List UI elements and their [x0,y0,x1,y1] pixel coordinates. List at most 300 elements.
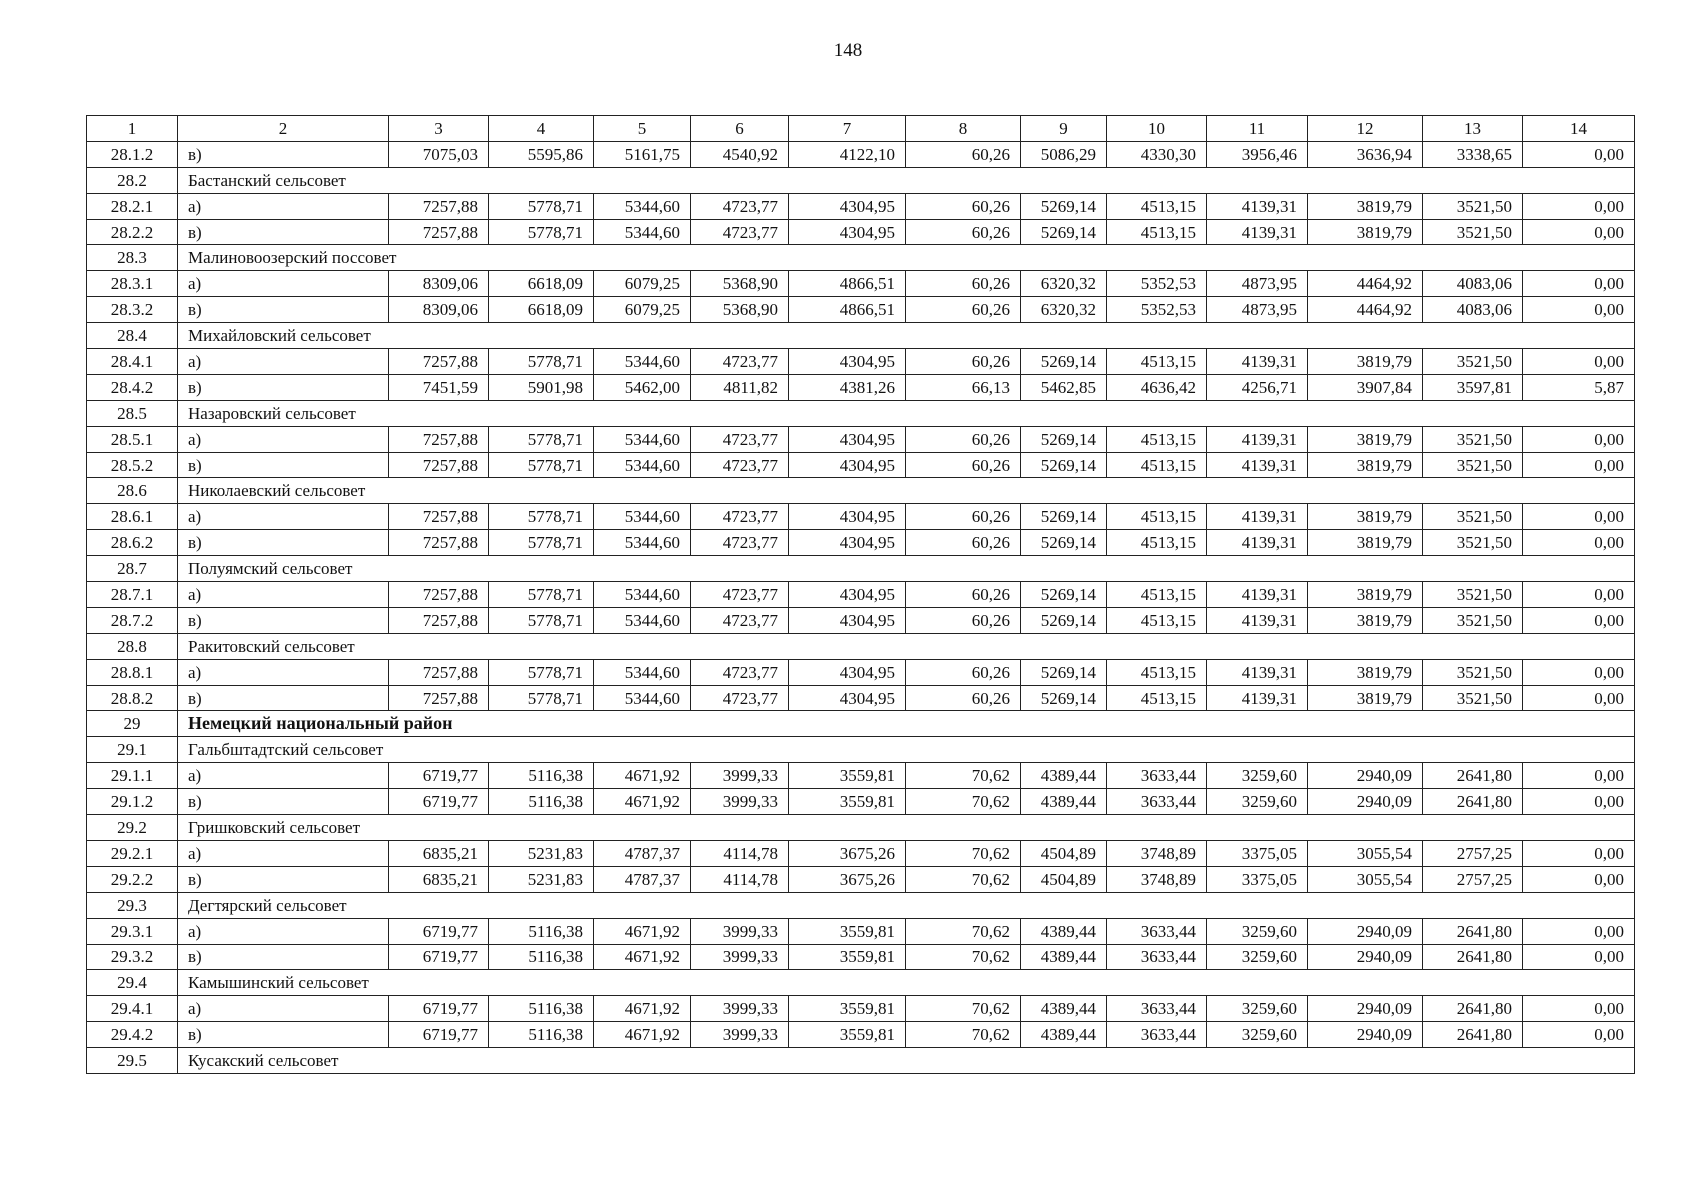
value-cell: 4139,31 [1207,504,1308,530]
tariff-table [86,115,1635,1074]
value-cell: 4513,15 [1107,349,1207,375]
value-cell: 5778,71 [489,607,594,633]
value-cell: 4723,77 [691,659,789,685]
value-cell: 5344,60 [594,452,691,478]
value-cell: 4513,15 [1107,659,1207,685]
value-cell: 5269,14 [1021,504,1107,530]
row-label: а) [178,659,389,685]
value-cell: 3559,81 [789,789,906,815]
value-cell: 4671,92 [594,1022,691,1048]
value-cell: 7257,88 [389,349,489,375]
value-cell: 3819,79 [1308,219,1423,245]
page-number: 148 [833,40,863,61]
section-row [87,478,1635,504]
value-cell: 3259,60 [1207,1022,1308,1048]
row-number: 29.2.2 [87,866,178,892]
value-cell: 6719,77 [389,789,489,815]
value-cell: 3559,81 [789,1022,906,1048]
value-cell: 5352,53 [1107,297,1207,323]
value-cell: 4139,31 [1207,193,1308,219]
row-number: 28.5.1 [87,426,178,452]
value-cell: 4139,31 [1207,349,1308,375]
value-cell: 2641,80 [1423,944,1523,970]
table-row [87,1022,1635,1048]
value-cell: 4389,44 [1021,1022,1107,1048]
value-cell: 3633,44 [1107,763,1207,789]
row-number: 29 [87,711,178,737]
value-cell: 4381,26 [789,374,906,400]
value-cell: 4513,15 [1107,607,1207,633]
value-cell: 3956,46 [1207,141,1308,167]
value-cell: 3521,50 [1423,685,1523,711]
value-cell: 5778,71 [489,530,594,556]
value-cell: 60,26 [906,659,1021,685]
row-number: 28.6.2 [87,530,178,556]
value-cell: 5269,14 [1021,452,1107,478]
value-cell: 3819,79 [1308,530,1423,556]
value-cell: 3259,60 [1207,763,1308,789]
value-cell: 7257,88 [389,452,489,478]
value-cell: 4671,92 [594,763,691,789]
value-cell: 3819,79 [1308,426,1423,452]
value-cell: 7257,88 [389,193,489,219]
section-row [87,970,1635,996]
row-label: в) [178,866,389,892]
section-name: Николаевский сельсовет [178,478,1635,504]
value-cell: 0,00 [1523,193,1635,219]
value-cell: 70,62 [906,996,1021,1022]
value-cell: 5901,98 [489,374,594,400]
row-number: 29.3.2 [87,944,178,970]
value-cell: 7257,88 [389,504,489,530]
value-cell: 7257,88 [389,426,489,452]
value-cell: 3633,44 [1107,996,1207,1022]
value-cell: 3748,89 [1107,866,1207,892]
value-cell: 3521,50 [1423,193,1523,219]
value-cell: 0,00 [1523,1022,1635,1048]
value-cell: 5368,90 [691,297,789,323]
value-cell: 4083,06 [1423,297,1523,323]
value-cell: 6320,32 [1021,271,1107,297]
value-cell: 2940,09 [1308,763,1423,789]
section-row [87,400,1635,426]
value-cell: 4389,44 [1021,918,1107,944]
value-cell: 5116,38 [489,944,594,970]
value-cell: 0,00 [1523,607,1635,633]
row-number: 28.2.2 [87,219,178,245]
table-row [87,582,1635,608]
value-cell: 4139,31 [1207,530,1308,556]
section-row [87,892,1635,918]
row-number: 29.5 [87,1048,178,1074]
value-cell: 7257,88 [389,659,489,685]
row-number: 28.8.2 [87,685,178,711]
value-cell: 3819,79 [1308,504,1423,530]
value-cell: 3559,81 [789,944,906,970]
table-row [87,763,1635,789]
table-row [87,452,1635,478]
value-cell: 3521,50 [1423,349,1523,375]
table-row [87,840,1635,866]
value-cell: 5344,60 [594,530,691,556]
value-cell: 5462,85 [1021,374,1107,400]
value-cell: 4866,51 [789,297,906,323]
section-row [87,815,1635,841]
value-cell: 4513,15 [1107,452,1207,478]
row-label: в) [178,789,389,815]
value-cell: 4671,92 [594,996,691,1022]
table-row [87,944,1635,970]
value-cell: 66,13 [906,374,1021,400]
value-cell: 3999,33 [691,918,789,944]
value-cell: 3819,79 [1308,349,1423,375]
value-cell: 4787,37 [594,866,691,892]
value-cell: 6618,09 [489,271,594,297]
header-row [87,116,1635,142]
value-cell: 4304,95 [789,582,906,608]
value-cell: 3259,60 [1207,789,1308,815]
row-label: а) [178,193,389,219]
value-cell: 4873,95 [1207,297,1308,323]
value-cell: 60,26 [906,582,1021,608]
table-body [87,116,1635,1074]
value-cell: 60,26 [906,297,1021,323]
value-cell: 3999,33 [691,1022,789,1048]
value-cell: 5269,14 [1021,193,1107,219]
value-cell: 5269,14 [1021,426,1107,452]
value-cell: 7075,03 [389,141,489,167]
value-cell: 3521,50 [1423,504,1523,530]
value-cell: 0,00 [1523,840,1635,866]
value-cell: 6719,77 [389,763,489,789]
value-cell: 3819,79 [1308,452,1423,478]
value-cell: 60,26 [906,685,1021,711]
value-cell: 60,26 [906,349,1021,375]
value-cell: 4114,78 [691,866,789,892]
section-row [87,1048,1635,1074]
row-label: в) [178,374,389,400]
value-cell: 4256,71 [1207,374,1308,400]
value-cell: 5269,14 [1021,530,1107,556]
value-cell: 0,00 [1523,426,1635,452]
row-label: а) [178,840,389,866]
value-cell: 3819,79 [1308,659,1423,685]
value-cell: 0,00 [1523,918,1635,944]
table-row [87,271,1635,297]
row-label: в) [178,607,389,633]
value-cell: 5778,71 [489,426,594,452]
value-cell: 4723,77 [691,685,789,711]
value-cell: 2641,80 [1423,996,1523,1022]
value-cell: 5344,60 [594,685,691,711]
value-cell: 3055,54 [1308,866,1423,892]
row-number: 29.1.1 [87,763,178,789]
value-cell: 5462,00 [594,374,691,400]
column-header: 10 [1107,116,1207,142]
value-cell: 60,26 [906,193,1021,219]
value-cell: 8309,06 [389,271,489,297]
value-cell: 6079,25 [594,271,691,297]
row-number: 29.2.1 [87,840,178,866]
value-cell: 5269,14 [1021,607,1107,633]
row-number: 29.4.2 [87,1022,178,1048]
value-cell: 4811,82 [691,374,789,400]
value-cell: 4513,15 [1107,193,1207,219]
row-number: 28.3.2 [87,297,178,323]
value-cell: 4464,92 [1308,271,1423,297]
value-cell: 5778,71 [489,582,594,608]
value-cell: 70,62 [906,789,1021,815]
value-cell: 2940,09 [1308,944,1423,970]
value-cell: 3633,44 [1107,1022,1207,1048]
value-cell: 0,00 [1523,685,1635,711]
value-cell: 4513,15 [1107,530,1207,556]
value-cell: 60,26 [906,452,1021,478]
value-cell: 5116,38 [489,996,594,1022]
value-cell: 3819,79 [1308,582,1423,608]
value-cell: 3675,26 [789,840,906,866]
value-cell: 3375,05 [1207,866,1308,892]
value-cell: 4304,95 [789,504,906,530]
value-cell: 3338,65 [1423,141,1523,167]
row-number: 29.1 [87,737,178,763]
value-cell: 2757,25 [1423,866,1523,892]
value-cell: 4114,78 [691,840,789,866]
value-cell: 5368,90 [691,271,789,297]
row-label: в) [178,944,389,970]
value-cell: 4304,95 [789,452,906,478]
value-cell: 4723,77 [691,582,789,608]
value-cell: 6079,25 [594,297,691,323]
value-cell: 4304,95 [789,659,906,685]
row-label: в) [178,297,389,323]
value-cell: 5116,38 [489,763,594,789]
row-label: а) [178,504,389,530]
value-cell: 5344,60 [594,193,691,219]
value-cell: 0,00 [1523,219,1635,245]
row-label: а) [178,996,389,1022]
column-header: 1 [87,116,178,142]
table-row [87,504,1635,530]
value-cell: 5161,75 [594,141,691,167]
value-cell: 3633,44 [1107,918,1207,944]
value-cell: 4389,44 [1021,789,1107,815]
row-number: 28.7.1 [87,582,178,608]
value-cell: 5344,60 [594,659,691,685]
value-cell: 0,00 [1523,530,1635,556]
value-cell: 4540,92 [691,141,789,167]
column-header: 8 [906,116,1021,142]
value-cell: 4504,89 [1021,840,1107,866]
value-cell: 60,26 [906,530,1021,556]
row-number: 29.1.2 [87,789,178,815]
column-header: 6 [691,116,789,142]
value-cell: 3748,89 [1107,840,1207,866]
value-cell: 5086,29 [1021,141,1107,167]
tariff-table-container [86,115,1635,1074]
row-label: а) [178,763,389,789]
row-number: 29.4 [87,970,178,996]
value-cell: 4304,95 [789,607,906,633]
value-cell: 2641,80 [1423,918,1523,944]
value-cell: 5231,83 [489,840,594,866]
column-header: 12 [1308,116,1423,142]
value-cell: 5778,71 [489,659,594,685]
section-name: Полуямский сельсовет [178,556,1635,582]
row-number: 29.2 [87,815,178,841]
value-cell: 5269,14 [1021,685,1107,711]
value-cell: 5778,71 [489,349,594,375]
value-cell: 4513,15 [1107,504,1207,530]
value-cell: 4304,95 [789,530,906,556]
row-number: 28.1.2 [87,141,178,167]
value-cell: 5352,53 [1107,271,1207,297]
row-number: 28.2 [87,167,178,193]
row-number: 28.3.1 [87,271,178,297]
value-cell: 4787,37 [594,840,691,866]
value-cell: 5778,71 [489,452,594,478]
value-cell: 2940,09 [1308,918,1423,944]
value-cell: 3521,50 [1423,607,1523,633]
table-row [87,918,1635,944]
row-label: а) [178,271,389,297]
value-cell: 4139,31 [1207,219,1308,245]
value-cell: 5116,38 [489,789,594,815]
value-cell: 3521,50 [1423,659,1523,685]
value-cell: 7451,59 [389,374,489,400]
value-cell: 5,87 [1523,374,1635,400]
district-name: Немецкий национальный район [178,711,1635,737]
value-cell: 5116,38 [489,1022,594,1048]
value-cell: 4389,44 [1021,996,1107,1022]
section-name: Гришковский сельсовет [178,815,1635,841]
value-cell: 3907,84 [1308,374,1423,400]
value-cell: 4513,15 [1107,426,1207,452]
value-cell: 3521,50 [1423,582,1523,608]
value-cell: 3259,60 [1207,918,1308,944]
row-label: а) [178,918,389,944]
value-cell: 6719,77 [389,918,489,944]
value-cell: 7257,88 [389,530,489,556]
table-row [87,789,1635,815]
value-cell: 4139,31 [1207,426,1308,452]
value-cell: 3559,81 [789,918,906,944]
value-cell: 4671,92 [594,789,691,815]
value-cell: 4723,77 [691,452,789,478]
row-number: 28.5 [87,400,178,426]
row-number: 28.5.2 [87,452,178,478]
value-cell: 4389,44 [1021,763,1107,789]
value-cell: 5778,71 [489,219,594,245]
value-cell: 3999,33 [691,789,789,815]
value-cell: 3521,50 [1423,426,1523,452]
value-cell: 3819,79 [1308,607,1423,633]
value-cell: 4671,92 [594,918,691,944]
value-cell: 0,00 [1523,141,1635,167]
value-cell: 0,00 [1523,271,1635,297]
value-cell: 6320,32 [1021,297,1107,323]
value-cell: 3999,33 [691,763,789,789]
value-cell: 5595,86 [489,141,594,167]
value-cell: 3633,44 [1107,944,1207,970]
value-cell: 3375,05 [1207,840,1308,866]
row-number: 28.6.1 [87,504,178,530]
value-cell: 3521,50 [1423,452,1523,478]
table-row [87,349,1635,375]
value-cell: 4504,89 [1021,866,1107,892]
value-cell: 0,00 [1523,996,1635,1022]
row-number: 28.7 [87,556,178,582]
value-cell: 4389,44 [1021,944,1107,970]
value-cell: 70,62 [906,918,1021,944]
value-cell: 3999,33 [691,944,789,970]
value-cell: 6835,21 [389,840,489,866]
table-row [87,996,1635,1022]
row-number: 28.4 [87,323,178,349]
row-label: в) [178,685,389,711]
row-label: в) [178,530,389,556]
value-cell: 0,00 [1523,866,1635,892]
value-cell: 4513,15 [1107,582,1207,608]
table-row [87,219,1635,245]
table-row [87,141,1635,167]
value-cell: 60,26 [906,219,1021,245]
value-cell: 4513,15 [1107,685,1207,711]
value-cell: 0,00 [1523,789,1635,815]
value-cell: 8309,06 [389,297,489,323]
value-cell: 70,62 [906,1022,1021,1048]
value-cell: 7257,88 [389,685,489,711]
value-cell: 5778,71 [489,685,594,711]
section-row [87,167,1635,193]
value-cell: 4671,92 [594,944,691,970]
value-cell: 2940,09 [1308,1022,1423,1048]
value-cell: 5344,60 [594,219,691,245]
value-cell: 4083,06 [1423,271,1523,297]
value-cell: 4304,95 [789,219,906,245]
value-cell: 4464,92 [1308,297,1423,323]
value-cell: 4513,15 [1107,219,1207,245]
row-label: в) [178,1022,389,1048]
value-cell: 4330,30 [1107,141,1207,167]
value-cell: 5778,71 [489,504,594,530]
row-label: а) [178,582,389,608]
value-cell: 2641,80 [1423,789,1523,815]
row-label: в) [178,219,389,245]
section-name: Михайловский сельсовет [178,323,1635,349]
value-cell: 5269,14 [1021,349,1107,375]
value-cell: 70,62 [906,944,1021,970]
row-number: 28.4.1 [87,349,178,375]
value-cell: 5269,14 [1021,582,1107,608]
value-cell: 60,26 [906,607,1021,633]
value-cell: 6719,77 [389,944,489,970]
value-cell: 4723,77 [691,349,789,375]
row-number: 28.2.1 [87,193,178,219]
value-cell: 4873,95 [1207,271,1308,297]
section-name: Назаровский сельсовет [178,400,1635,426]
value-cell: 4723,77 [691,530,789,556]
value-cell: 4723,77 [691,607,789,633]
section-name: Кусакский сельсовет [178,1048,1635,1074]
value-cell: 4139,31 [1207,659,1308,685]
table-row [87,607,1635,633]
table-row [87,193,1635,219]
value-cell: 60,26 [906,141,1021,167]
value-cell: 2940,09 [1308,996,1423,1022]
value-cell: 4636,42 [1107,374,1207,400]
section-row [87,633,1635,659]
